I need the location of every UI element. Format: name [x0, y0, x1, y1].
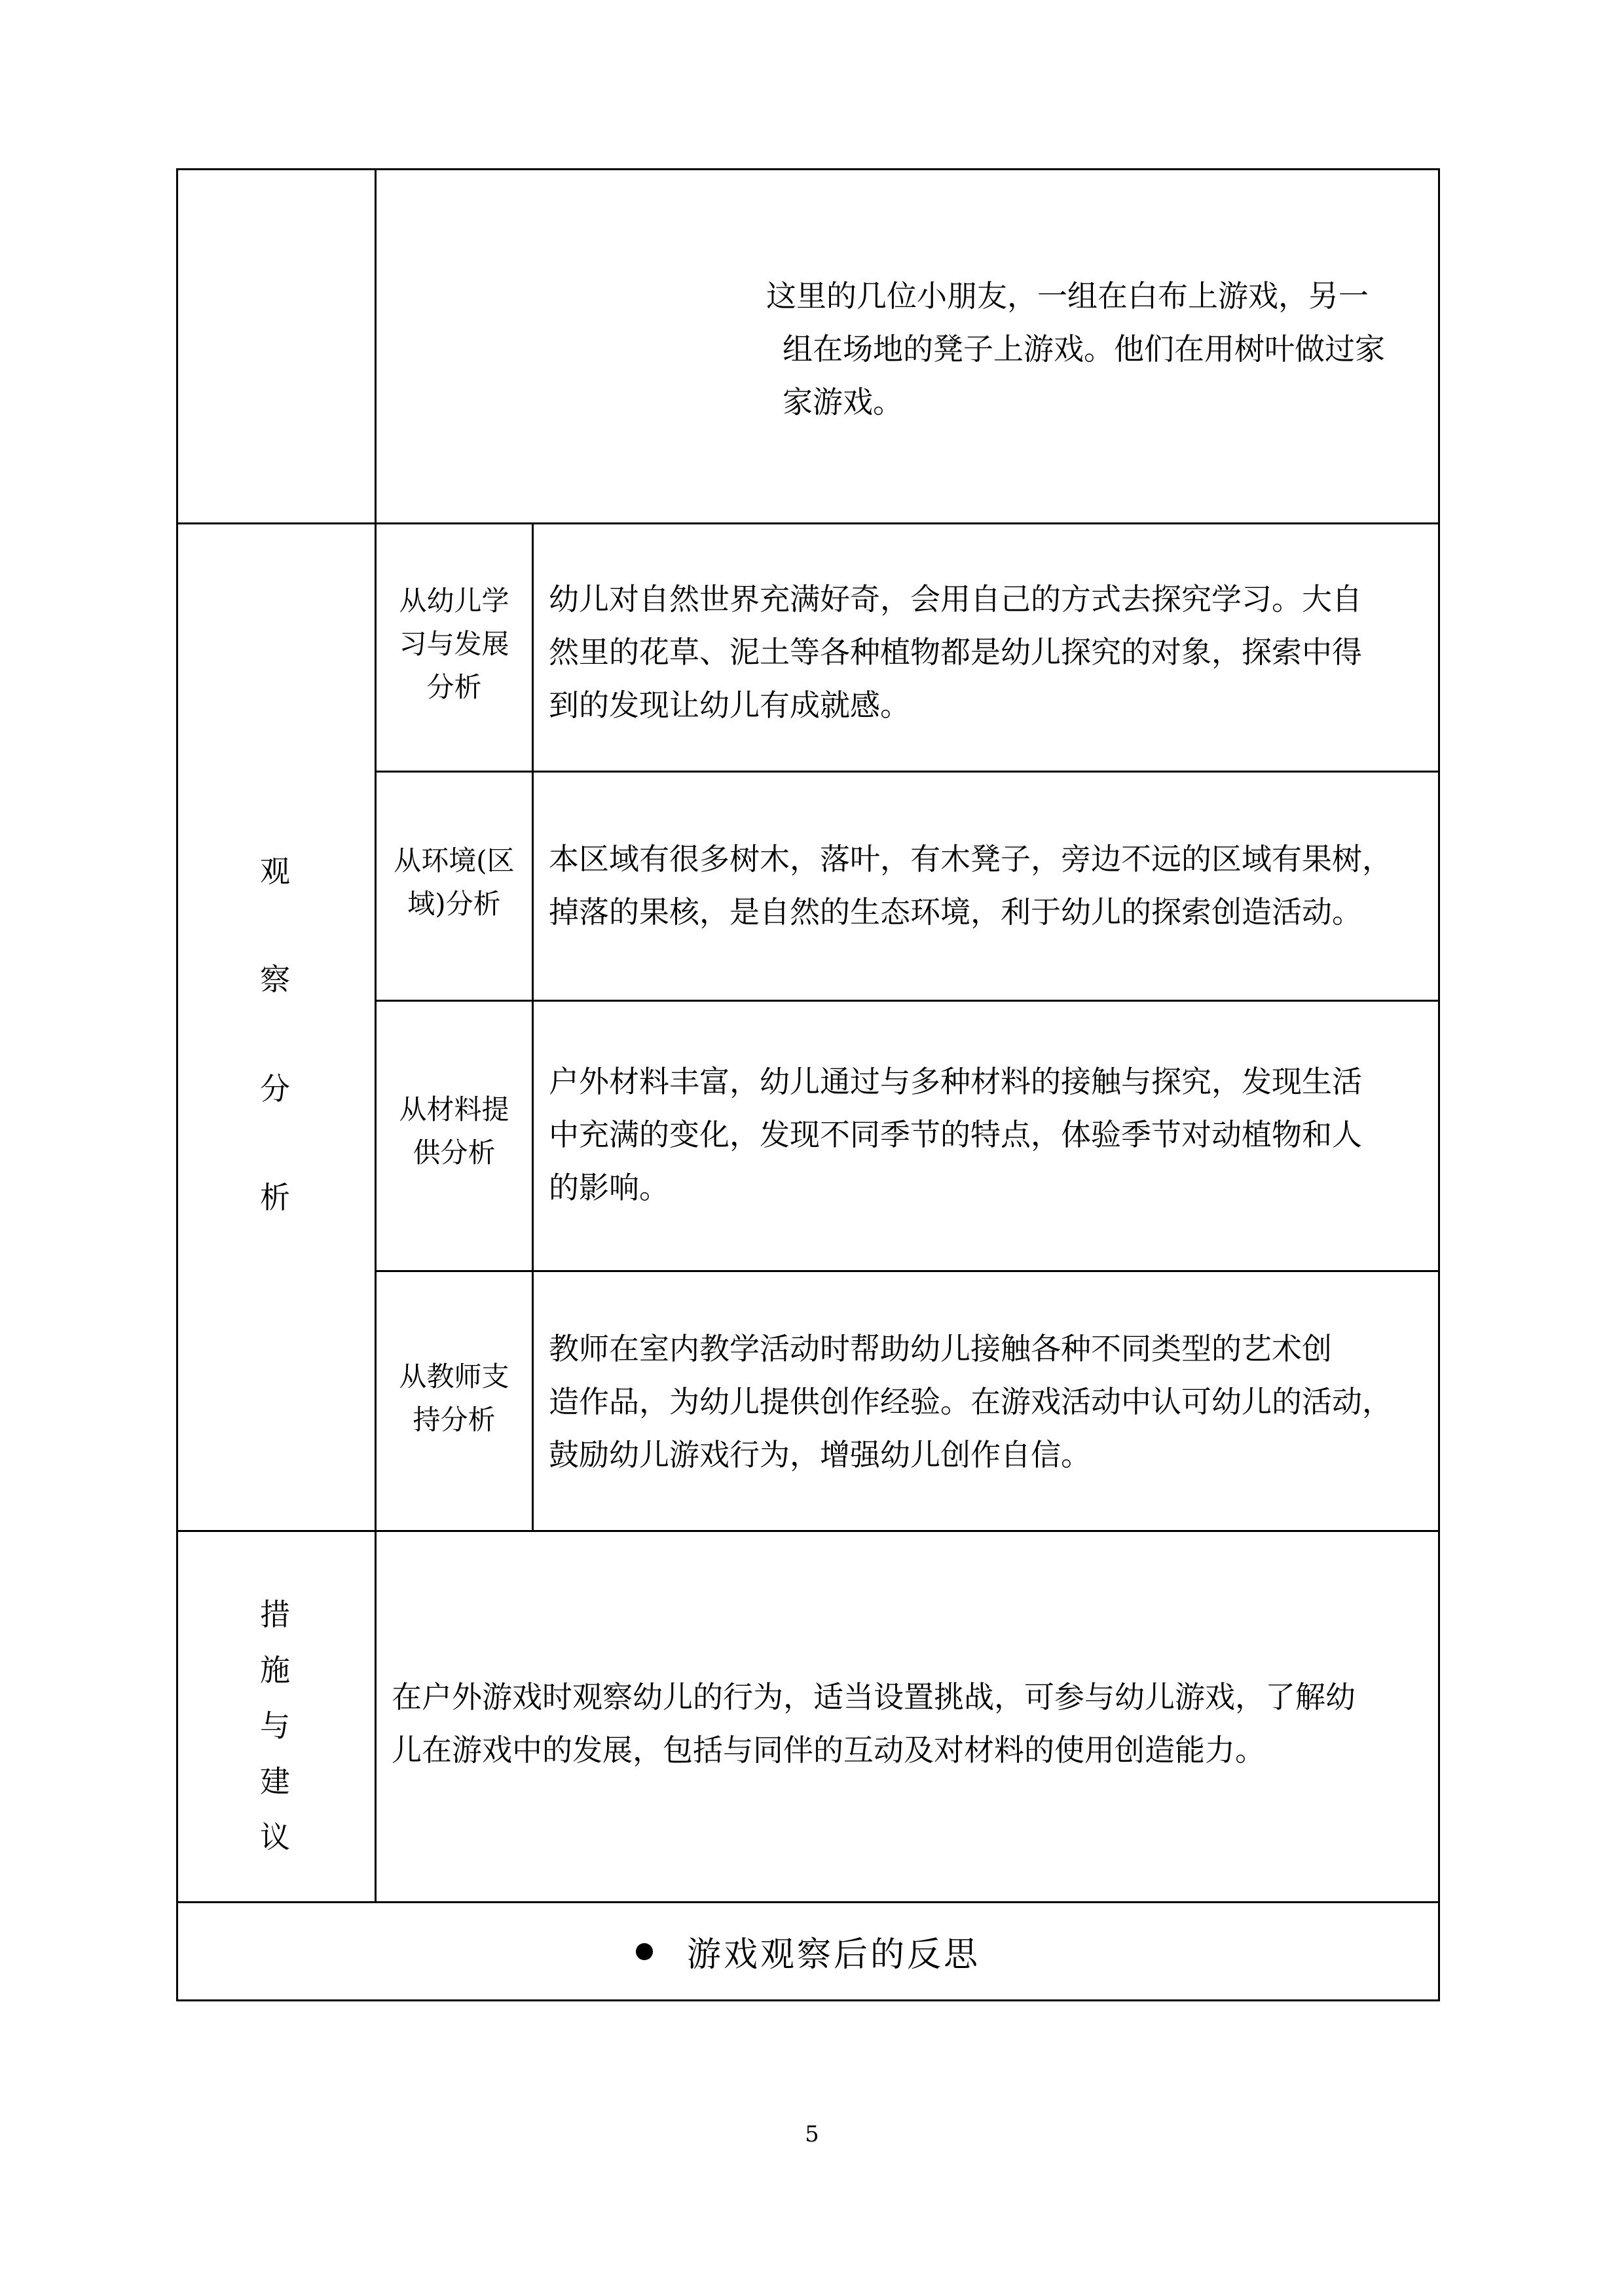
- sub-label-environment: [377, 839, 532, 926]
- row-divider-sub2: [377, 1000, 1440, 1002]
- photo-caption: [766, 270, 1428, 429]
- text-line: 教师在室内教学活动时帮助幼儿接触各种不同类型的艺术创: [549, 1331, 1332, 1366]
- caption-line: 组在场地的凳子上游戏。他们在用树叶做过家: [783, 331, 1385, 367]
- text-line: 造作品，为幼儿提供创作经验。在游戏活动中认可幼儿的活动，: [549, 1384, 1392, 1419]
- text-line: 然里的花草、泥土等各种植物都是幼儿探究的对象，探索中得: [549, 634, 1362, 670]
- label-line: 域)分析: [407, 888, 501, 920]
- col-divider-sub: [532, 522, 534, 1532]
- measures-label-char: 与: [260, 1708, 290, 1743]
- caption-line: 这里的几位小朋友，一组在白布上游戏，另一: [766, 278, 1369, 314]
- bullet-icon: [636, 1943, 653, 1960]
- observation-label-char: 察: [260, 962, 290, 997]
- measures-label-char: 建: [260, 1764, 290, 1799]
- analysis-text-materials: [549, 1055, 1433, 1214]
- text-line: 在户外游戏时观察幼儿的行为，适当设置挑战，可参与幼儿游戏，了解幼: [392, 1679, 1356, 1715]
- text-line: 本区域有很多树木，落叶，有木凳子，旁边不远的区域有果树，: [549, 841, 1392, 877]
- row-divider-sub3: [377, 1270, 1440, 1272]
- row-divider-photo: [176, 522, 1440, 524]
- sub-label-materials: [377, 1088, 532, 1175]
- row-divider-observation: [176, 1530, 1440, 1532]
- text-line: 中充满的变化，发现不同季节的特点，体验季节对动植物和人: [549, 1117, 1362, 1152]
- text-line: 的影响。: [549, 1170, 669, 1205]
- label-line: 从幼儿学: [399, 585, 509, 617]
- text-line: 儿在游戏中的发展，包括与同伴的互动及对材料的使用创造能力。: [392, 1732, 1265, 1768]
- analysis-text-child-learning: [549, 573, 1433, 732]
- text-line: 掉落的果核，是自然的生态环境，利于幼儿的探索创造活动。: [549, 894, 1362, 930]
- observation-label-char: 分: [260, 1071, 290, 1106]
- caption-line: 家游戏。: [783, 384, 903, 420]
- measures-label-char: 措: [260, 1597, 290, 1632]
- reflection-header: [178, 1903, 1438, 1999]
- sub-label-teacher-support: [377, 1355, 532, 1442]
- measures-text: [392, 1671, 1433, 1777]
- label-line: 从教师支: [399, 1360, 509, 1393]
- measures-label-char: 施: [260, 1652, 290, 1688]
- observation-label-char: 析: [260, 1180, 290, 1215]
- reflection-title: 游戏观察后的反思: [686, 1935, 980, 1975]
- text-line: 户外材料丰富，幼儿通过与多种材料的接触与探究，发现生活: [549, 1064, 1362, 1099]
- analysis-text-teacher-support: [549, 1322, 1433, 1482]
- label-line: 分析: [426, 671, 482, 703]
- label-line: 习与发展: [399, 628, 509, 660]
- text-line: 到的发现让幼儿有成就感。: [549, 687, 910, 723]
- label-line: 从环境(区: [394, 845, 515, 877]
- text-line: 幼儿对自然世界充满好奇，会用自己的方式去探究学习。大自: [549, 581, 1362, 617]
- label-line: 从材料提: [399, 1093, 509, 1125]
- row-divider-sub1: [377, 771, 1440, 773]
- col-divider-main: [375, 168, 377, 1903]
- analysis-text-environment: [549, 833, 1433, 939]
- label-line: 持分析: [413, 1404, 496, 1436]
- measures-label-char: 议: [260, 1819, 290, 1855]
- sub-label-child-learning: [377, 579, 532, 709]
- observation-label-char: 观: [260, 854, 290, 889]
- page-number: 5: [805, 2121, 819, 2147]
- text-line: 鼓励幼儿游戏行为，增强幼儿创作自信。: [549, 1437, 1091, 1472]
- label-line: 供分析: [413, 1137, 496, 1169]
